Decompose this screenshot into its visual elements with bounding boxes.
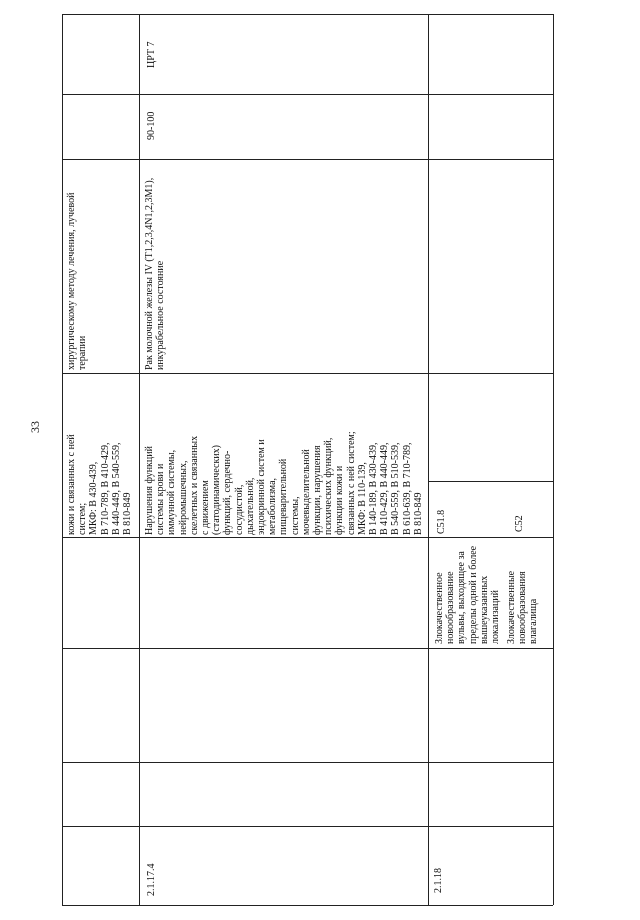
cell-code: ЦРТ 7 — [146, 41, 157, 68]
cell-percent: 90-100 — [146, 111, 157, 140]
cell-row-number: 2.1.18 — [433, 868, 444, 893]
cell-icd-code-vulva: C51.8 — [436, 509, 447, 534]
cell-condition: Рак молочной железы IV (T1,2,3,4N1,2,3M1), инкурабельное состояние — [144, 177, 167, 370]
cell-row-number: 2.1.17.4 — [146, 863, 157, 896]
cell-diagnosis-vagina: Злокачественные новообразования влагалища — [506, 570, 540, 644]
cell-disorders: Нарушения функций системы крови и иммунной системы, нейромышечных, скелетных и связанных с движением (статодинамических) функций, сердечно- сосудистой, дыхательной, эндокринной систем и метаболизма, пищеварительной системы, мочевыделительной функции, нарушения психических функций, функции кожи и связанных с ней систем; МКФ: В 110-139, В 140-189, В 430-439, В 410-429, В 440-449, В 540-559, В 510-539, В 610-639, В 710-789, В 810-849 — [144, 431, 424, 535]
cell-diagnosis-vulva: Злокачественное новообразование вульвы, выходящее за пределы одной и более вышеуказанных локализаций — [434, 545, 502, 644]
cell-icd-code-vagina: C52 — [514, 515, 525, 532]
cell-continuation-disorders: кожи и связанных с ней систем; МКФ: В 430-439, В 710-789, В 410-429, В 440-449, В 540-559, В 810-849 — [66, 434, 134, 535]
page-number: 33 — [28, 421, 42, 433]
cell-continuation-condition: хирургическому методу лечения, лучевой терапии — [66, 192, 89, 370]
